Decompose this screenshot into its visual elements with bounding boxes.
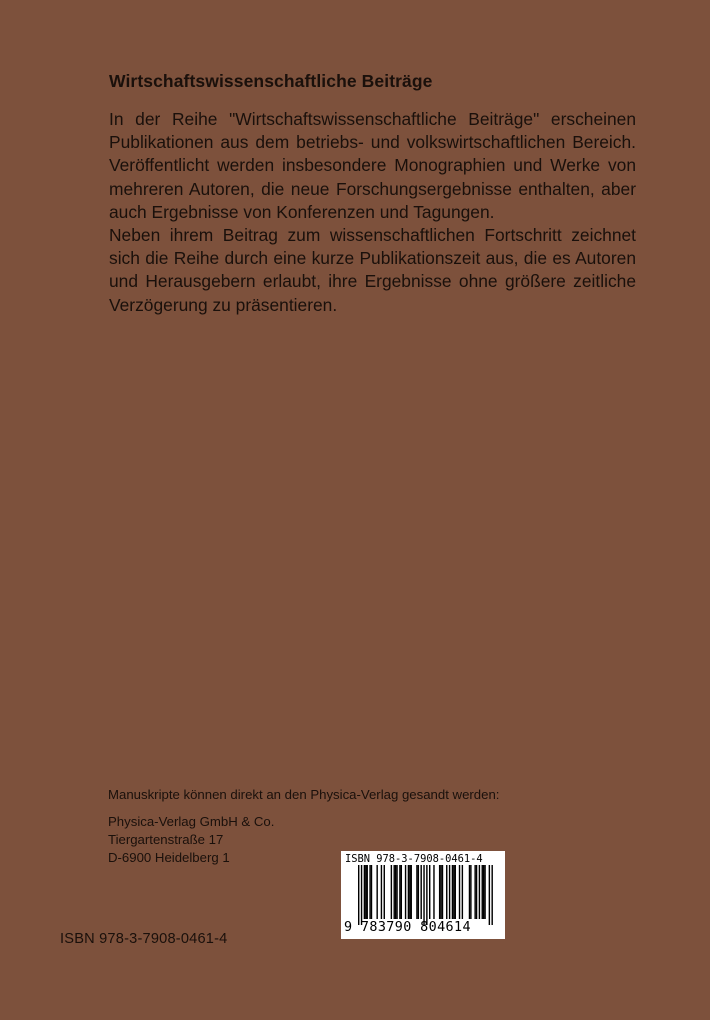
barcode-bar <box>381 865 382 919</box>
barcode-bar <box>401 865 402 919</box>
text-line: und Herausgebern erlaubt, ihre Ergebnisse ohne größere zeitliche <box>109 271 636 292</box>
barcode-bar <box>433 865 434 919</box>
barcode-bar <box>391 865 392 919</box>
barcode-bar <box>396 865 397 919</box>
barcode-bar <box>482 865 483 919</box>
barcode-bar <box>449 865 450 919</box>
barcode-bar <box>409 865 410 919</box>
isbn-footer: ISBN 978-3-7908-0461-4 <box>60 931 228 947</box>
text-line: Veröffentlicht werden insbesondere Monographien und Werke von <box>109 155 636 176</box>
barcode-bar <box>459 865 460 919</box>
series-title: Wirtschaftswissenschaftliche Beiträge <box>109 71 433 91</box>
publisher-city: D-6900 Heidelberg 1 <box>108 850 230 866</box>
barcode-bar <box>455 865 456 919</box>
barcode-bar <box>394 865 395 919</box>
barcode-bar <box>484 865 485 919</box>
barcode-bar <box>474 865 475 919</box>
submission-note: Manuskripte können direkt an den Physica-Verlag gesandt werden: <box>108 787 500 802</box>
barcode-bar <box>364 865 365 919</box>
publisher-address <box>108 813 274 868</box>
barcode-bar <box>442 865 443 919</box>
barcode-bar <box>470 865 471 919</box>
barcode-bar <box>361 865 362 925</box>
barcode-bar <box>420 865 421 919</box>
barcode-bar <box>426 865 427 925</box>
text-line: mehreren Autoren, die neue Forschungsergebnisse enthalten, aber <box>109 178 636 199</box>
text-line: sich die Reihe durch eine kurze Publikationszeit aus, die es Autoren <box>109 248 636 269</box>
barcode-bar <box>365 865 366 919</box>
barcode-bar <box>384 865 385 919</box>
barcode-bar <box>399 865 400 919</box>
barcode-bar <box>462 865 463 919</box>
barcode-bar <box>416 865 417 919</box>
barcode-bar <box>418 865 419 919</box>
barcode-bar <box>429 865 430 919</box>
barcode-bar <box>423 865 424 925</box>
text-line: Publikationen aus dem betriebs- und volkswirtschaftlichen Bereich. <box>109 132 636 153</box>
text-line: Neben ihrem Beitrag zum wissenschaftlichen Fortschritt zeichnet <box>109 225 636 245</box>
barcode-bar <box>476 865 477 919</box>
barcode-bar <box>408 865 409 919</box>
barcode-bar <box>371 865 372 919</box>
barcode-bar <box>489 865 490 925</box>
publisher-street: Tiergartenstraße 17 <box>108 832 224 848</box>
series-benefits-paragraph <box>109 224 636 317</box>
barcode-bar <box>411 865 412 919</box>
text-line: auch Ergebnisse von Konferenzen und Tagungen. <box>109 201 495 222</box>
barcode-bar <box>405 865 406 919</box>
barcode-bar <box>367 865 368 919</box>
barcode-bar <box>446 865 447 919</box>
barcode-bar <box>440 865 441 919</box>
barcode-bar <box>369 865 370 919</box>
barcode-bar <box>376 865 377 919</box>
barcode-bar <box>452 865 453 919</box>
barcode-bar <box>395 865 396 919</box>
barcode-bar <box>453 865 454 919</box>
isbn-barcode <box>341 851 505 939</box>
barcode-bar <box>491 865 492 925</box>
publisher-name: Physica-Verlag GmbH & Co. <box>108 814 275 829</box>
barcode-bar <box>469 865 470 919</box>
text-line: In der Reihe "Wirtschaftswissenschaftliche Beiträge" erscheinen <box>109 109 636 129</box>
text-line: Verzögerung zu präsentieren. <box>109 294 338 315</box>
barcode-bar <box>483 865 484 919</box>
barcode-bar <box>439 865 440 919</box>
barcode-isbn-label: ISBN 978-3-7908-0461-4 <box>345 853 483 865</box>
barcode-digits: 9 783790 804614 <box>344 920 471 935</box>
series-description-paragraph <box>109 108 636 224</box>
barcode-bar <box>479 865 480 919</box>
barcode-bar <box>358 865 359 925</box>
